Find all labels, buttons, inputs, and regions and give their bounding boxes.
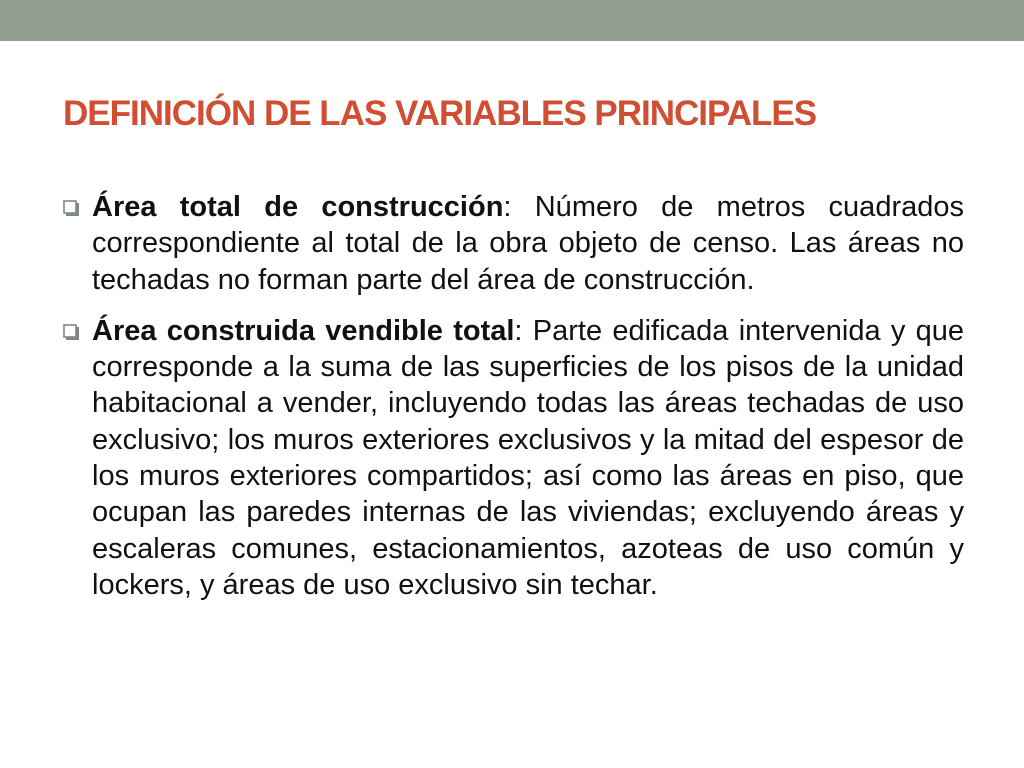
bullet-text: : Número de metros cuadrados correspondiente al total de la obra objeto de censo. Las áreas no techadas no forman parte del área de construcción. xyxy=(92,191,964,296)
hollow-square-icon xyxy=(63,200,80,217)
bullet-term: Área total de construcción xyxy=(92,191,504,223)
bullet-item-area-vendible xyxy=(63,313,964,603)
top-accent-bar xyxy=(0,0,1024,41)
bullet-list xyxy=(63,189,964,618)
hollow-square-icon xyxy=(63,324,80,341)
bullet-text: : Parte edificada intervenida y que corresponde a la suma de las superficies de los pisos de la unidad habitacional a vender, incluyendo todas las áreas techadas de uso exclusivo; los muros exteriores exclusivos y la mitad del espesor de los muros exteriores compartidos; así como las áreas en piso, que ocupan las paredes internas de las viviendas; excluyendo áreas y escaleras comunes, estacionamientos, azoteas de uso común y lockers, y áreas de uso exclusivo sin techar. xyxy=(92,314,965,601)
bullet-item-area-total xyxy=(63,189,964,298)
bullet-term: Área construida vendible total xyxy=(92,314,515,347)
slide-title: DEFINICIÓN DE LAS VARIABLES PRINCIPALES xyxy=(63,94,817,133)
